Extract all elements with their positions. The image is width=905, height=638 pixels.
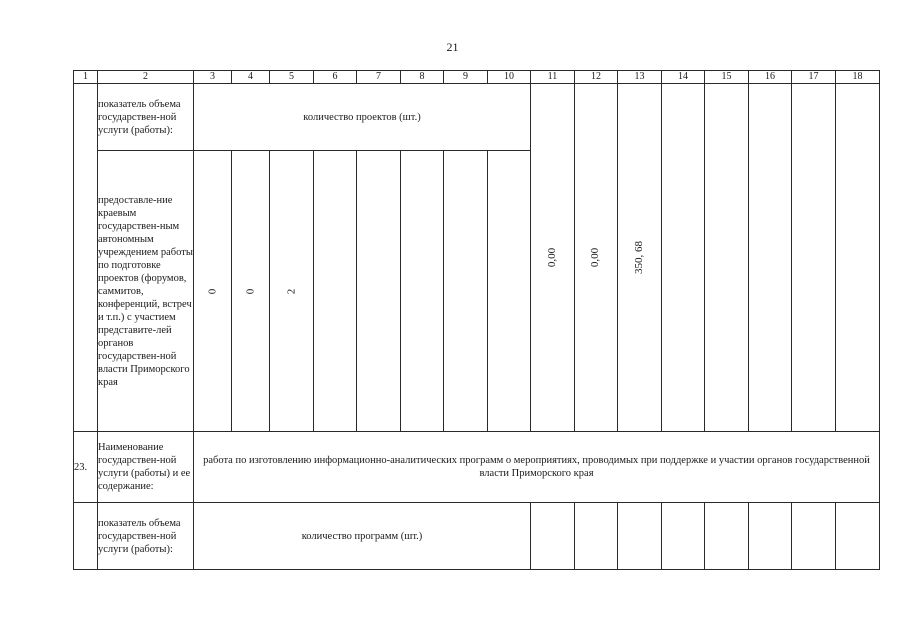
empty-cell [401, 151, 444, 432]
table-row [74, 503, 880, 570]
header-cell: 16 [749, 71, 792, 84]
empty-cell [749, 503, 792, 570]
provision-label: предоставле-ние краевым государствен-ным автономным учреждением работы по подготовке проектов (форумов, саммитов, конференций, встреч и т.п.) с участием представите-лей органов государствен-ной власти Приморского края [98, 151, 194, 432]
header-cell: 15 [705, 71, 749, 84]
empty-cell [705, 84, 749, 432]
budget-table [73, 70, 880, 570]
page-number: 21 [446, 40, 459, 54]
header-cell: 6 [314, 71, 357, 84]
empty-cell [314, 151, 357, 432]
header-cell: 2 [98, 71, 194, 84]
row-number-cell [74, 503, 98, 570]
header-cell: 7 [357, 71, 401, 84]
value-text: 0 [244, 288, 256, 294]
header-cell: 1 [74, 71, 98, 84]
empty-cell [488, 151, 531, 432]
empty-cell [705, 503, 749, 570]
value-text: 0,00 [546, 247, 558, 268]
empty-cell [792, 84, 836, 432]
empty-cell [618, 503, 662, 570]
table-row [74, 84, 880, 151]
row-number: 23. [74, 432, 98, 503]
indicator-label: показатель объема государствен-ной услуги (работы): [98, 503, 194, 570]
value-text: 2 [285, 288, 297, 294]
indicator-unit: количество программ (шт.) [194, 503, 531, 570]
header-row [74, 71, 880, 84]
value-cell-12 [575, 84, 618, 432]
header-cell: 11 [531, 71, 575, 84]
empty-cell [444, 151, 488, 432]
value-text: 350, 68 [633, 241, 645, 274]
header-cell: 17 [792, 71, 836, 84]
empty-cell [531, 503, 575, 570]
empty-cell [575, 503, 618, 570]
indicator-label: показатель объема государствен-ной услуги (работы): [98, 84, 194, 151]
row-number-cell [74, 84, 98, 432]
value-cell-4 [232, 151, 270, 432]
empty-cell [836, 503, 880, 570]
header-cell: 5 [270, 71, 314, 84]
header-cell: 14 [662, 71, 705, 84]
value-cell-13 [618, 84, 662, 432]
empty-cell [792, 503, 836, 570]
header-cell: 4 [232, 71, 270, 84]
header-cell: 13 [618, 71, 662, 84]
value-text: 0 [206, 288, 218, 294]
header-cell: 8 [401, 71, 444, 84]
value-text: 0,00 [589, 247, 602, 268]
service-description: работа по изготовлению информационно-аналитических программ о мероприятиях, проводимых при поддержке и участии органов государственной власти Приморского края [194, 432, 880, 503]
header-cell: 18 [836, 71, 880, 84]
header-cell: 12 [575, 71, 618, 84]
empty-cell [836, 84, 880, 432]
empty-cell [357, 151, 401, 432]
empty-cell [662, 503, 705, 570]
header-cell: 10 [488, 71, 531, 84]
value-cell-5 [270, 151, 314, 432]
header-cell: 9 [444, 71, 488, 84]
header-cell: 3 [194, 71, 232, 84]
value-cell-3 [194, 151, 232, 432]
empty-cell [749, 84, 792, 432]
table-row [74, 432, 880, 503]
indicator-unit: количество проектов (шт.) [194, 84, 531, 151]
service-name-label: Наименование государствен-ной услуги (работы) и ее содержание: [98, 432, 194, 503]
value-cell-11 [531, 84, 575, 432]
empty-cell [662, 84, 705, 432]
